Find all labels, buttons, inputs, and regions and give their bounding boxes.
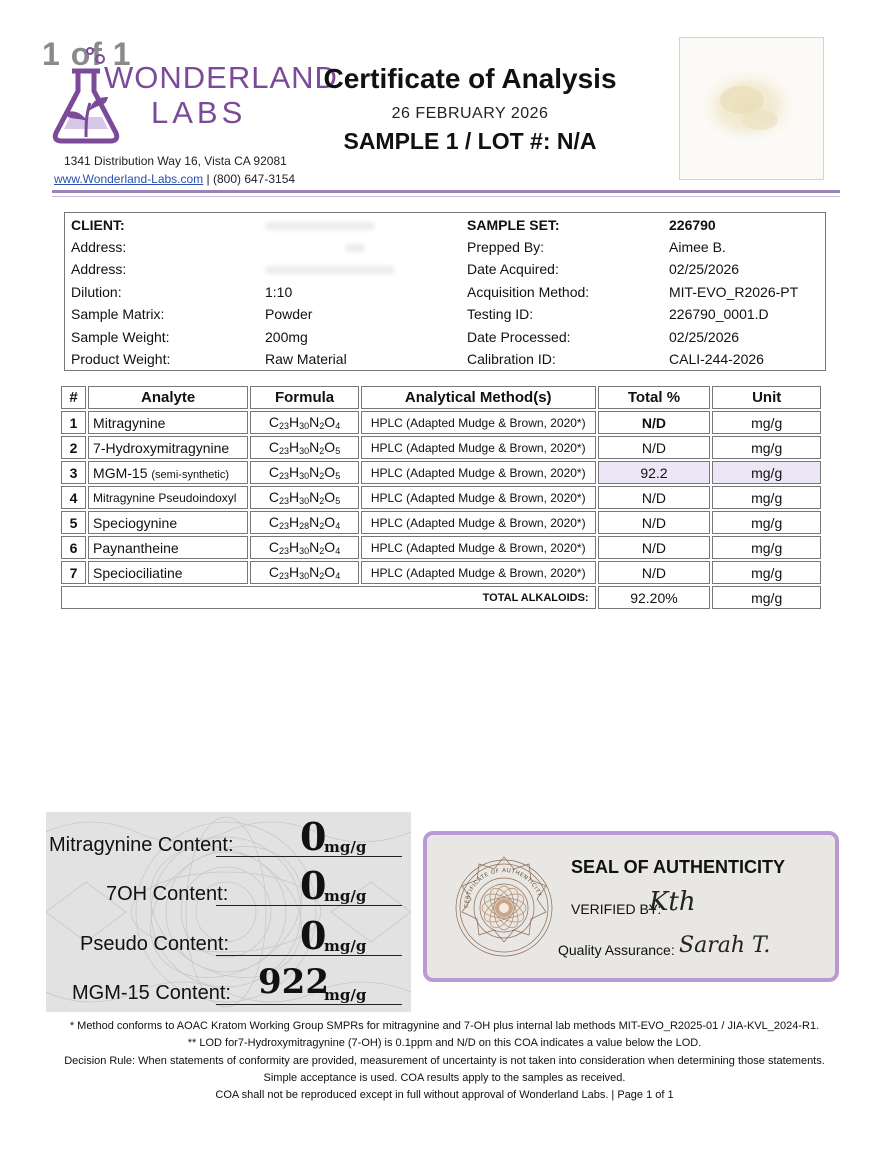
footnote-decision-rule: Decision Rule: When statements of conformity are provided, measurement of uncertainty is not taken into consideration when determining those statements.: [64, 1055, 825, 1067]
mgm15-content-label: MGM-15 Content:: [72, 982, 231, 1004]
date-acquired-value: 02/25/2026: [669, 261, 740, 277]
total-alkaloids-unit: mg/g: [712, 586, 821, 609]
unit: mg/g: [712, 561, 821, 584]
row-number: 4: [61, 486, 86, 509]
method: HPLC (Adapted Mudge & Brown, 2020*): [361, 511, 596, 534]
date-processed-value: 02/25/2026: [669, 329, 740, 345]
header-rule-thin: [52, 196, 840, 197]
total-value: N/D: [598, 536, 711, 559]
analyte-name: Speciogynine: [88, 511, 248, 534]
acquisition-method-value: MIT-EVO_R2026-PT: [669, 284, 799, 300]
pseudo-content-unit: mg/g: [324, 937, 367, 955]
testing-id-value: 226790_0001.D: [669, 306, 769, 322]
row-number: 7: [61, 561, 86, 584]
method: HPLC (Adapted Mudge & Brown, 2020*): [361, 461, 596, 484]
row-number: 6: [61, 536, 86, 559]
col-header-total: Total %: [598, 386, 711, 409]
redacted-client: [265, 222, 375, 230]
table-row-highlighted: [61, 461, 821, 484]
sample-lot: SAMPLE 1 / LOT #: N/A: [343, 128, 597, 154]
product-weight-value: Raw Material: [265, 351, 347, 367]
redacted-address2: [265, 266, 395, 274]
formula: $C_{23}H_{28}N_2O_4$: [250, 511, 359, 534]
table-row: [61, 411, 821, 434]
table-row: [61, 561, 821, 584]
quality-assurance-label: Quality Assurance:: [558, 942, 675, 958]
formula: $C_{23}H_{30}N_2O_4$: [250, 561, 359, 584]
analyte-name: Paynantheine: [88, 536, 248, 559]
date-processed-label: Date Processed:: [467, 329, 571, 345]
mgm15-content-unit: mg/g: [324, 986, 367, 1004]
row-number: 1: [61, 411, 86, 434]
7oh-content-value: 0: [300, 863, 327, 908]
analyte-name: Mitragynine Pseudoindoxyl: [88, 486, 248, 509]
mitragynine-content-unit: mg/g: [324, 838, 367, 856]
total-alkaloids-label: TOTAL ALKALOIDS:: [61, 586, 596, 609]
dilution-label: Dilution:: [71, 284, 122, 300]
sample-info-box: [64, 212, 826, 371]
mitragynine-content-label: Mitragynine Content:: [49, 834, 234, 856]
address2-label: Address:: [71, 261, 127, 277]
seal-of-authenticity-box: [423, 831, 839, 982]
website-link[interactable]: www.Wonderland-Labs.com: [54, 172, 204, 186]
7oh-content-label: 7OH Content:: [106, 883, 229, 905]
testing-id-label: Testing ID:: [467, 306, 534, 322]
lab-name-top: WONDERLAND: [104, 60, 338, 95]
table-row: [61, 536, 821, 559]
prepped-by-label: Prepped By:: [467, 239, 545, 255]
unit: mg/g: [712, 536, 821, 559]
total-alkaloids-value: 92.20%: [598, 586, 711, 609]
calibration-id-label: Calibration ID:: [467, 351, 556, 367]
unit: mg/g: [712, 511, 821, 534]
formula: $C_{23}H_{30}N_2O_4$: [250, 536, 359, 559]
row-number: 2: [61, 436, 86, 459]
client-label: CLIENT:: [71, 217, 125, 233]
lab-contact: [54, 172, 295, 186]
dilution-value: 1:10: [265, 284, 293, 300]
verifier-signature: Kth: [649, 887, 696, 917]
svg-text:CERTIFICATE OF AUTHENTICITY: CERTIFICATE OF AUTHENTICITY: [463, 867, 543, 909]
total-value: N/D: [598, 486, 711, 509]
content-line: [216, 1004, 402, 1005]
sample-photo: [679, 37, 824, 180]
seal-title: SEAL OF AUTHENTICITY: [571, 857, 786, 877]
unit: mg/g: [712, 461, 821, 484]
document-title: Certificate of Analysis: [323, 63, 617, 94]
footnote-acceptance: Simple acceptance is used. COA results apply to the samples as received.: [263, 1072, 626, 1084]
analyte-name: MGM-15 (semi-synthetic): [88, 461, 248, 484]
matrix-label: Sample Matrix:: [71, 306, 165, 322]
7oh-content-unit: mg/g: [324, 887, 367, 905]
mgm15-content-value: 922: [258, 962, 329, 1002]
total-value: N/D: [598, 436, 711, 459]
total-value: N/D: [598, 511, 711, 534]
analyte-name: Speciociliatine: [88, 561, 248, 584]
table-row: [61, 486, 821, 509]
analyte-name: 7-Hydroxymitragynine: [88, 436, 248, 459]
col-header-method: Analytical Method(s): [361, 386, 596, 409]
footnote-reproduction: COA shall not be reproduced except in full without approval of Wonderland Labs. | Page 1 of 1: [215, 1089, 674, 1101]
sample-set-label: SAMPLE SET:: [467, 217, 560, 233]
redacted-address: [345, 244, 365, 252]
col-header-analyte: Analyte: [88, 386, 248, 409]
sample-set-value: 226790: [669, 217, 716, 233]
col-header-formula: Formula: [250, 386, 359, 409]
pseudo-content-value: 0: [300, 913, 327, 958]
calibration-id-value: CALI-244-2026: [669, 351, 764, 367]
qa-signature: Sarah T.: [679, 933, 771, 958]
lab-name-bottom: LABS: [151, 95, 247, 130]
total-row: [61, 586, 821, 609]
row-number: 5: [61, 511, 86, 534]
matrix-value: Powder: [265, 306, 313, 322]
document-date: 26 FEBRUARY 2026: [391, 105, 549, 122]
footnote-lod: ** LOD for7-Hydroxymitragynine (7-OH) is 0.1ppm and N/D on this COA indicates a value below the LOD.: [187, 1037, 702, 1049]
formula: $C_{23}H_{30}N_2O_5$: [250, 461, 359, 484]
mitragynine-content-value: 0: [300, 814, 327, 859]
table-header-row: [61, 386, 821, 409]
sample-weight-label: Sample Weight:: [71, 329, 170, 345]
method: HPLC (Adapted Mudge & Brown, 2020*): [361, 536, 596, 559]
unit: mg/g: [712, 486, 821, 509]
authenticity-seal-icon: [449, 843, 559, 973]
row-number: 3: [61, 461, 86, 484]
formula: $C_{23}H_{30}N_2O_5$: [250, 436, 359, 459]
product-weight-label: Product Weight:: [71, 351, 171, 367]
analyte-table: [59, 384, 823, 611]
analyte-name: Mitragynine: [88, 411, 248, 434]
formula: $C_{23}H_{30}N_2O_4$: [250, 411, 359, 434]
verified-by-label: VERIFIED BY:: [571, 901, 662, 917]
method: HPLC (Adapted Mudge & Brown, 2020*): [361, 411, 596, 434]
col-header-unit: Unit: [712, 386, 821, 409]
method: HPLC (Adapted Mudge & Brown, 2020*): [361, 486, 596, 509]
address-label: Address:: [71, 239, 127, 255]
pseudo-content-label: Pseudo Content:: [80, 933, 229, 955]
acquisition-method-label: Acquisition Method:: [467, 284, 590, 300]
lab-phone: | (800) 647-3154: [206, 172, 296, 186]
header-rule: [52, 190, 840, 193]
total-value: 92.2: [598, 461, 711, 484]
date-acquired-label: Date Acquired:: [467, 261, 559, 277]
page-marker: 1 of 1: [42, 36, 132, 72]
unit: mg/g: [712, 411, 821, 434]
content-summary-panel: [46, 812, 411, 1012]
formula: $C_{23}H_{30}N_2O_5$: [250, 486, 359, 509]
method: HPLC (Adapted Mudge & Brown, 2020*): [361, 561, 596, 584]
footnote-method: * Method conforms to AOAC Kratom Working Group SMPRs for mitragynine and 7-OH plus internal lab methods MIT-EVO_R2025-01 / JIA-KVL_2024-R1.: [69, 1020, 820, 1032]
total-value: N/D: [598, 561, 711, 584]
total-value: N/D: [598, 411, 711, 434]
table-row: [61, 511, 821, 534]
lab-address: 1341 Distribution Way 16, Vista CA 92081: [64, 154, 287, 168]
col-header-number: #: [61, 386, 86, 409]
table-row: [61, 436, 821, 459]
method: HPLC (Adapted Mudge & Brown, 2020*): [361, 436, 596, 459]
prepped-by-value: Aimee B.: [669, 239, 726, 255]
unit: mg/g: [712, 436, 821, 459]
sample-weight-value: 200mg: [265, 329, 308, 345]
